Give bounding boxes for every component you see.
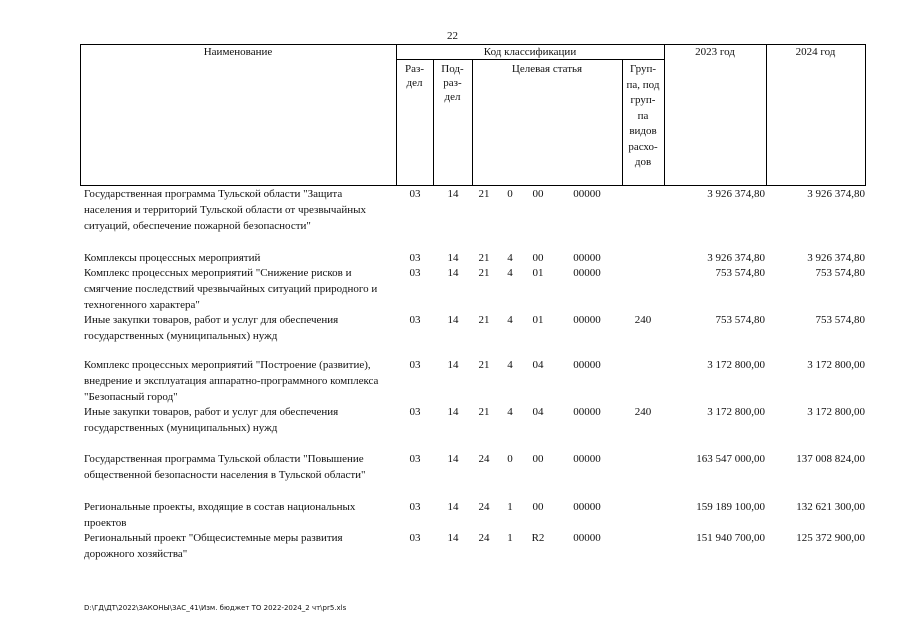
row-target-c: R2 <box>531 532 545 544</box>
row-amount-2024: 3 926 374,80 <box>807 252 865 264</box>
row-razdel: 03 <box>409 188 421 200</box>
header-podrazdel-line: Под- <box>441 63 464 75</box>
header-expense-group-line: расхо- <box>628 140 658 153</box>
header-classification-code: Код классификации <box>483 46 577 58</box>
row-target-a: 21 <box>478 267 490 279</box>
row-target-a: 21 <box>478 359 490 371</box>
header-podrazdel-line: раз- <box>443 77 462 89</box>
header-podrazdel-line: дел <box>444 91 461 103</box>
row-target-b: 1 <box>507 501 513 513</box>
row-razdel: 03 <box>409 359 421 371</box>
row-amount-2023: 753 574,80 <box>715 267 765 279</box>
row-podrazdel: 14 <box>447 406 459 418</box>
row-expense-group: 240 <box>634 406 652 418</box>
row-target-c: 00 <box>532 453 544 465</box>
row-amount-2023: 163 547 000,00 <box>696 453 765 465</box>
row-target-b: 4 <box>507 359 513 371</box>
row-target-a: 24 <box>478 501 490 513</box>
row-podrazdel: 14 <box>447 188 459 200</box>
row-amount-2023: 3 172 800,00 <box>707 406 765 418</box>
row-target-c: 00 <box>532 501 544 513</box>
row-expense-group: 240 <box>634 314 652 326</box>
header-razdel <box>396 62 433 90</box>
row-target-b: 4 <box>507 252 513 264</box>
row-razdel: 03 <box>409 501 421 513</box>
row-name: Комплексы процессных мероприятий <box>84 252 261 264</box>
row-razdel: 03 <box>409 252 421 264</box>
header-name: Наименование <box>203 46 273 58</box>
header-expense-group-line: па <box>637 109 649 122</box>
header-year-2024: 2024 год <box>795 46 836 58</box>
row-amount-2024: 753 574,80 <box>815 314 865 326</box>
row-target-d: 00000 <box>573 188 601 200</box>
row-amount-2024: 3 926 374,80 <box>807 188 865 200</box>
row-name: Иные закупки товаров, работ и услуг для обеспечения государственных (муниципальных) нужд <box>84 314 339 342</box>
header-razdel-line: дел <box>406 77 423 89</box>
row-target-d: 00000 <box>573 453 601 465</box>
row-target-b: 4 <box>507 314 513 326</box>
row-amount-2023: 3 926 374,80 <box>707 188 765 200</box>
row-target-d: 00000 <box>573 532 601 544</box>
row-amount-2023: 3 172 800,00 <box>707 359 765 371</box>
header-target-article: Целевая статья <box>511 63 583 75</box>
header-expense-group-line: па, под <box>626 78 660 91</box>
row-target-c: 04 <box>532 406 544 418</box>
row-name: Комплекс процессных мероприятий "Снижение рисков и смягчение последствий чрезвычайных ситуаций природного и техногенного характера" <box>84 267 378 311</box>
row-target-a: 21 <box>478 252 490 264</box>
row-podrazdel: 14 <box>447 267 459 279</box>
header-podrazdel <box>433 62 472 104</box>
header-expense-group-line: видов <box>629 125 657 137</box>
row-target-b: 4 <box>507 406 513 418</box>
row-target-a: 21 <box>478 188 490 200</box>
row-razdel: 03 <box>409 406 421 418</box>
row-razdel: 03 <box>409 532 421 544</box>
row-target-b: 1 <box>507 532 513 544</box>
row-name: Комплекс процессных мероприятий "Построение (развитие), внедрение и эксплуатация аппаратно-программного комплекса "Безопасный город" <box>84 359 379 403</box>
row-target-c: 00 <box>532 252 544 264</box>
row-amount-2024: 3 172 800,00 <box>807 406 865 418</box>
row-podrazdel: 14 <box>447 252 459 264</box>
row-target-c: 00 <box>532 188 544 200</box>
row-amount-2023: 151 940 700,00 <box>696 532 765 544</box>
row-target-b: 4 <box>507 267 513 279</box>
row-target-d: 00000 <box>573 252 601 264</box>
header-expense-group-line: дов <box>634 156 652 168</box>
row-target-c: 01 <box>532 267 544 279</box>
row-target-a: 21 <box>478 406 490 418</box>
header-razdel-line: Раз- <box>404 63 424 75</box>
row-amount-2023: 3 926 374,80 <box>707 252 765 264</box>
row-name: Государственная программа Тульской области "Защита населения и территорий Тульской области от чрезвычайных ситуаций, обеспечение пожарной безопасности" <box>84 188 367 232</box>
row-podrazdel: 14 <box>447 532 459 544</box>
row-razdel: 03 <box>409 267 421 279</box>
row-name: Государственная программа Тульской области "Повышение общественной безопасности населения в Тульской области" <box>84 453 366 481</box>
row-amount-2023: 753 574,80 <box>715 314 765 326</box>
row-name: Иные закупки товаров, работ и услуг для обеспечения государственных (муниципальных) нужд <box>84 406 339 434</box>
row-amount-2023: 159 189 100,00 <box>696 501 765 513</box>
row-name: Региональный проект "Общесистемные меры развития дорожного хозяйства" <box>84 532 343 560</box>
row-amount-2024: 3 172 800,00 <box>807 359 865 371</box>
row-target-d: 00000 <box>573 501 601 513</box>
row-target-d: 00000 <box>573 314 601 326</box>
row-target-d: 00000 <box>573 359 601 371</box>
header-year-2023: 2023 год <box>695 46 735 58</box>
header-expense-group <box>622 62 664 171</box>
row-target-a: 24 <box>478 453 490 465</box>
row-target-d: 00000 <box>573 406 601 418</box>
row-amount-2024: 132 621 300,00 <box>796 501 865 513</box>
row-target-c: 01 <box>532 314 544 326</box>
row-target-a: 24 <box>478 532 490 544</box>
header-expense-group-line: груп- <box>630 94 656 106</box>
header-expense-group-line: Груп- <box>629 63 657 75</box>
row-target-a: 21 <box>478 314 490 326</box>
row-razdel: 03 <box>409 453 421 465</box>
row-target-d: 00000 <box>573 267 601 279</box>
row-target-b: 0 <box>507 188 513 200</box>
row-podrazdel: 14 <box>447 501 459 513</box>
row-target-c: 04 <box>532 359 544 371</box>
row-podrazdel: 14 <box>447 314 459 326</box>
row-amount-2024: 137 008 824,00 <box>796 453 865 465</box>
row-podrazdel: 14 <box>447 453 459 465</box>
page-number: 22 <box>447 30 458 42</box>
row-name: Региональные проекты, входящие в состав национальных проектов <box>84 501 356 529</box>
row-podrazdel: 14 <box>447 359 459 371</box>
row-amount-2024: 125 372 900,00 <box>796 532 865 544</box>
row-target-b: 0 <box>507 453 513 465</box>
row-amount-2024: 753 574,80 <box>815 267 865 279</box>
footer-file-path: D:\ГД\ДТ\2022\ЗАКОНЫ\ЗАС_41\Изм. бюджет ТО 2022-2024_2 чт\pr5.xls <box>84 604 347 612</box>
row-razdel: 03 <box>409 314 421 326</box>
